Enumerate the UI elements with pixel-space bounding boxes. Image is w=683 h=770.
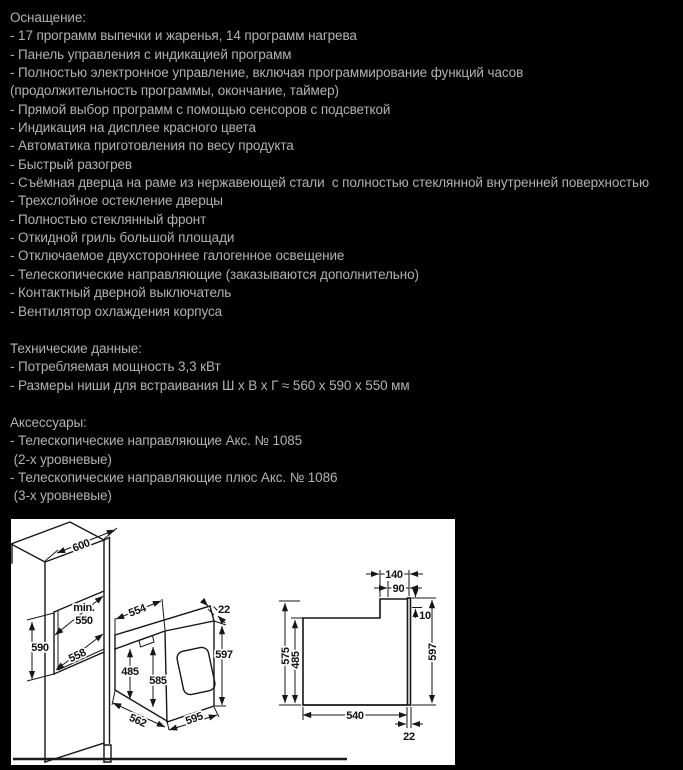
spec-text-block (10, 9, 680, 525)
tech-list (10, 358, 680, 395)
dim-label-575: 575 (280, 647, 292, 665)
section-tech (10, 340, 680, 395)
oven-door-window (176, 646, 216, 696)
feature-line: - Автоматика приготовления по весу продукта (10, 138, 294, 154)
dim-label-562: 562 (127, 711, 149, 730)
accessories-list (10, 432, 680, 505)
accessory-line: (3-х уровневые) (10, 488, 112, 504)
feature-line: - 17 программ выпечки и жаренья, 14 программ нагрева (10, 28, 357, 44)
feature-line: - Откидной гриль большой площади (10, 230, 235, 246)
dim-label-140: 140 (385, 569, 403, 581)
dim-label-section-485: 485 (290, 651, 302, 669)
accessory-line: - Телескопические направляющие Акс. № 1085 (10, 433, 303, 449)
oven-door (165, 621, 214, 722)
section-title-tech: Технические данные: (10, 340, 142, 356)
accessory-line: - Телескопические направляющие плюс Акс. № 1086 (10, 469, 338, 485)
tech-line: - Потребляемая мощность 3,3 кВт (10, 359, 221, 375)
dim-label-oven-22: 22 (218, 604, 230, 616)
dim-label-10: 10 (419, 610, 431, 622)
dim-label-590: 590 (31, 642, 49, 654)
dim-label-section-22: 22 (403, 731, 415, 743)
feature-line: - Контактный дверной выключатель (10, 285, 232, 301)
feature-line: - Полностью электронное управление, включая программирование функций часов (10, 65, 524, 81)
dim-label-oven-597: 597 (215, 649, 233, 661)
dim-label-558: 558 (66, 646, 88, 666)
feature-line: - Полностью стеклянный фронт (10, 211, 207, 227)
tech-line: - Размеры ниши для встраивания Ш х В х Г ≈ 560 х 590 х 550 мм (10, 377, 410, 393)
section-features (10, 9, 680, 321)
accessory-line: (2-х уровневые) (10, 451, 112, 467)
installation-diagram (11, 519, 455, 765)
feature-line: - Быстрый разогрев (10, 156, 132, 172)
dim-label-595: 595 (184, 710, 205, 728)
dim-label-540: 540 (346, 710, 364, 722)
section-body-outline (303, 599, 408, 705)
feature-line: - Телескопические направляющие (заказываются дополнительно) (10, 266, 419, 282)
dim-label-550: 550 (75, 615, 93, 627)
section-title-features: Оснащение: (10, 10, 86, 25)
feature-line: - Прямой выбор программ с помощью сенсоров с подсветкой (10, 101, 391, 117)
cabinet-top-face (11, 522, 104, 562)
dim-label-90: 90 (392, 583, 405, 595)
feature-line: - Индикация на дисплее красного цвета (10, 120, 256, 136)
feature-line: - Трехслойное остекление дверцы (10, 193, 223, 209)
oven-top-tab (139, 636, 154, 648)
dim-label-554: 554 (127, 602, 148, 620)
dim-label-min: min. (73, 602, 95, 614)
section-title-accessories: Аксессуары: (10, 414, 87, 430)
cabinet-drawing (11, 522, 117, 762)
feature-line: - Отключаемое двухстороннее галогенное освещение (10, 248, 345, 264)
feature-line: - Съёмная дверца на раме из нержавеющей стали с полностью стеклянной внутренней поверхностью (10, 175, 649, 191)
feature-line: - Вентилятор охлаждения корпуса (10, 303, 223, 319)
oven-drawing (112, 599, 233, 730)
dim-label-585: 585 (149, 675, 167, 687)
dim-label-section-597: 597 (427, 643, 439, 661)
installation-drawings-panel (11, 519, 455, 765)
feature-line: - Панель управления с индикацией программ (10, 46, 292, 62)
features-list (10, 27, 680, 321)
cross-section-drawing (279, 569, 439, 743)
dim-label-cabinet-600: 600 (71, 537, 92, 555)
feature-line: (продолжительность программы, окончание, таймер) (10, 83, 339, 99)
section-accessories (10, 414, 680, 506)
dim-label-oven-485: 485 (121, 666, 139, 678)
